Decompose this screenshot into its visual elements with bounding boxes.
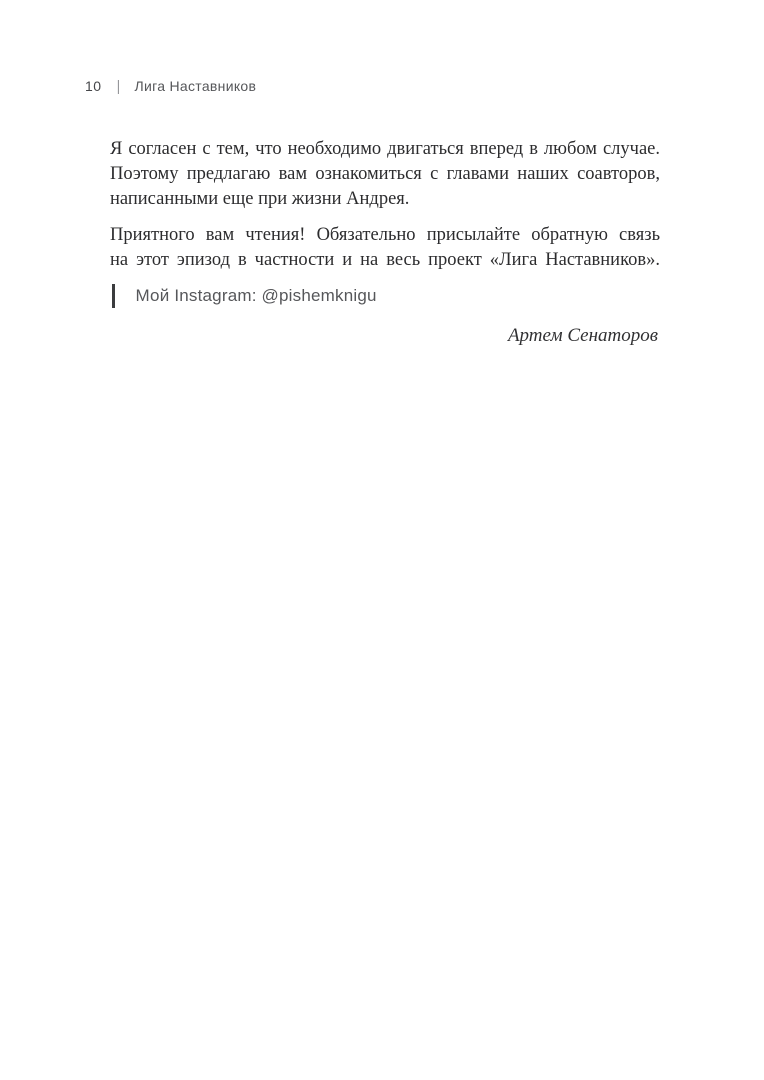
author-signature: Артем Сенаторов (507, 325, 658, 346)
note-text: Мой Instagram: @pishemknigu (135, 286, 377, 305)
instagram-note (110, 284, 660, 308)
text-line: Поэтому предлагаю вам ознакомиться с главами наших соавторов, (110, 164, 660, 184)
header-separator: | (116, 77, 121, 95)
running-head (85, 78, 256, 94)
text-line: на этот эпизод в частности и на весь проект «Лига Наставников». (110, 250, 660, 270)
text-line: Приятного вам чтения! Обязательно присылайте обратную связь (110, 225, 660, 245)
body-text (110, 137, 660, 348)
text-line: Я согласен с тем, что необходимо двигаться вперед в любом случае. (110, 139, 660, 159)
paragraph-2 (110, 223, 660, 273)
book-title: Лига Наставников (134, 78, 257, 94)
page-number: 10 (85, 78, 102, 94)
paragraph-1 (110, 137, 660, 212)
text-line: написанными еще при жизни Андрея. (110, 189, 410, 209)
